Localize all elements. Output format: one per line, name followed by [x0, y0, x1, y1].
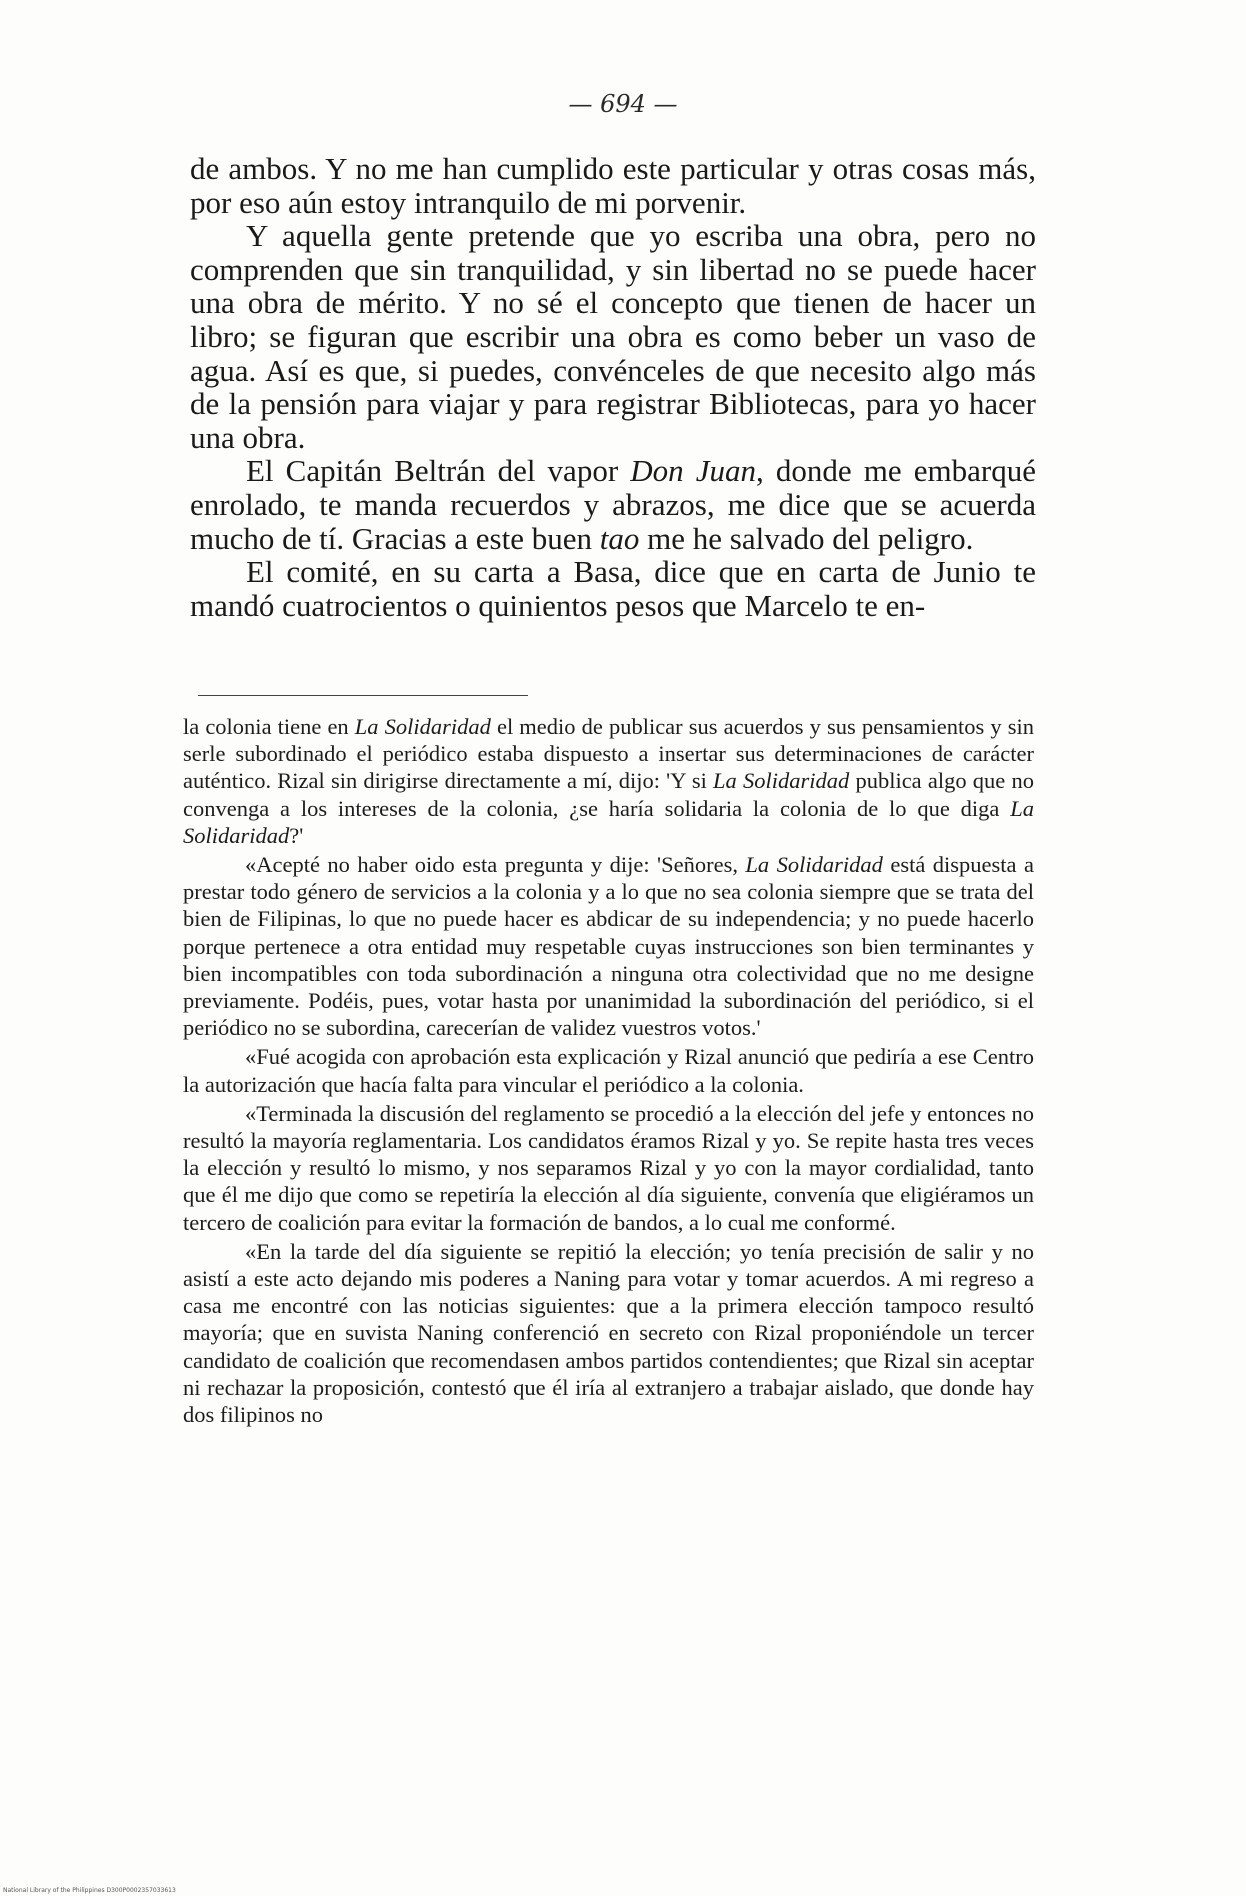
footnote-paragraph-2 — [183, 851, 1034, 1041]
italic-text-run: La Solidaridad — [745, 852, 883, 878]
library-stamp: National Library of the Philippines D300P0002357033613 — [3, 1887, 176, 1894]
text-run: , donde me embarqué enrolado, te manda recuerdos y abrazos, me dice que se acuerda mucho de tí. Gracias a este buen — [190, 453, 1036, 556]
text-run: la colonia tiene en — [183, 714, 355, 739]
footnote-paragraph-5: «En la tarde del día siguiente se repitió la elección; yo tenía precisión de salir y no asistí a este acto dejando mis poderes a Naning para votar y tomar acuerdos. A mi regreso a casa me encontré con las noticias siguientes: que a la primera elección tampoco resultó mayoría; que en suvista Naning conferenció en secreto con Rizal proponiéndole un tercer candidato de coalición que recomendasen ambos partidos contendientes; que Rizal sin aceptar ni rechazar la proposición, contestó que él iría al extranjero a trabajar aislado, que donde hay dos filipinos no — [183, 1238, 1034, 1428]
text-run: El Capitán Beltrán del vapor — [246, 453, 631, 489]
italic-text-run: La Solidaridad — [183, 795, 1034, 848]
page-number: — 694 — — [568, 90, 678, 118]
paragraph-4: El comité, en su carta a Basa, dice que en carta de Junio te mandó cuatrocientos o quinientos pesos que Marcelo te en- — [190, 554, 1036, 623]
italic-text-run: La Solidaridad — [354, 714, 491, 739]
text-run: «Acepté no haber oido esta pregunta y dije: 'Señores, — [245, 852, 746, 878]
footnote — [183, 713, 1034, 1428]
paragraph-2: Y aquella gente pretende que yo escriba una obra, pero no comprenden que sin tranquilidad, y sin libertad no se puede hacer una obra de mérito. Y no sé el concepto que tienen de hacer un libro; se figuran que escribir una obra es como beber un vaso de agua. Así es que, si puedes, convénceles de que necesito algo más de la pensión para viajar y para registrar Bibliotecas, para yo hacer una obra. — [190, 218, 1036, 455]
italic-text-run: tao — [599, 520, 640, 556]
footnote-paragraph-3: «Fué acogida con aprobación esta explicación y Rizal anunció que pediría a ese Centro la autorización que hacía falta para vincular el periódico a la colonia. — [183, 1044, 1034, 1097]
main-text — [190, 152, 1036, 622]
paragraph-1: de ambos. Y no me han cumplido este particular y otras cosas más, por eso aún estoy intranquilo de mi porvenir. — [190, 151, 1036, 220]
paragraph-3 — [190, 454, 1036, 555]
text-run: ?' — [289, 822, 304, 848]
footnote-paragraph-1 — [183, 713, 1034, 849]
text-run: el medio de publicar sus acuerdos y sus pensamientos y sin serle subordinado el periódico estaba dispuesto a insertar sus determinaciones de carácter auténtico. Rizal sin dirigirse directamente a mí, dijo: 'Y si — [183, 714, 1034, 794]
italic-text-run: La Solidaridad — [713, 768, 850, 794]
text-run: publica algo que no convenga a los intereses de la colonia, ¿se haría solidaria la colonia de lo que diga — [183, 768, 1034, 821]
text-run: está dispuesta a prestar todo género de servicios a la colonia y a lo que no sea colonia siempre que se trata del bien de Filipinas, lo que no puede hacer es abdicar de su independencia; y no puede hacerlo porque pertenece a otra entidad muy respetable cuyas instrucciones son bien terminantes y bien incompatibles con toda subordinación a ninguna otra colectividad que no me designe previamente. Podéis, pues, votar hasta por unanimidad la subordinación del periódico, si el periódico no se subordina, carecerían de validez vuestros votos.' — [183, 852, 1034, 1041]
text-run: me he salvado del peligro. — [639, 520, 974, 556]
footnote-divider — [198, 695, 528, 696]
italic-text-run: Don Juan — [630, 453, 757, 489]
footnote-paragraph-4: «Terminada la discusión del reglamento se procedió a la elección del jefe y entonces no resultó la mayoría reglamentaria. Los candidatos éramos Rizal y yo. Se repite hasta tres veces la elección y resultó lo mismo, y nos separamos Rizal y yo con la mayor cordialidad, tanto que él me dijo que como se repetiría la elección al día siguiente, convenía que eligiéramos un tercero de coalición para evitar la formación de bandos, a lo cual me conformé. — [183, 1100, 1034, 1235]
